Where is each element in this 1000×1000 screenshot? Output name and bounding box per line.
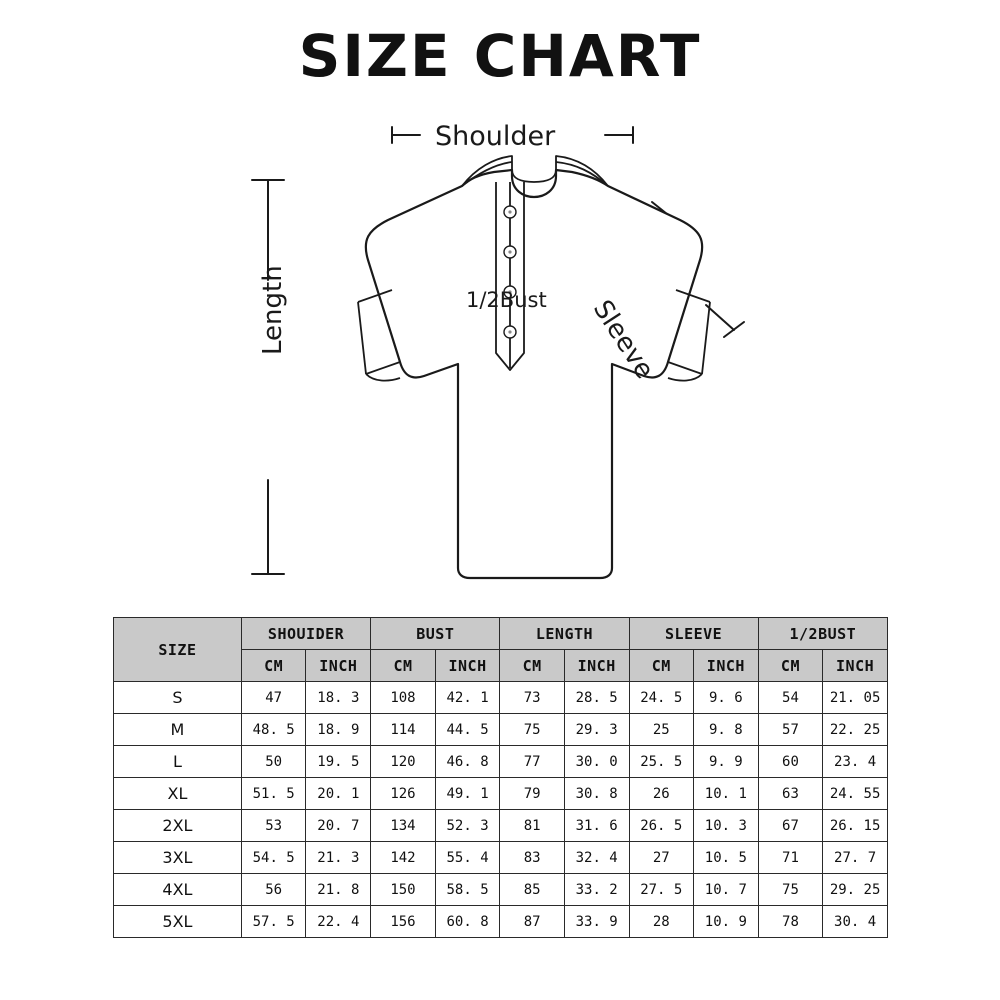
- cell-measure-value: 27. 7: [823, 842, 888, 874]
- cell-measure-value: 21. 05: [823, 682, 888, 714]
- size-table: [113, 617, 888, 938]
- cell-measure-value: 108: [371, 682, 436, 714]
- cell-measure-value: 30. 4: [823, 906, 888, 938]
- cell-measure-value: 47: [241, 682, 306, 714]
- header-half-bust: 1/2BUST: [758, 618, 887, 650]
- cell-size-name: S: [114, 682, 242, 714]
- cell-measure-value: 24. 5: [629, 682, 694, 714]
- cell-measure-value: 73: [500, 682, 564, 714]
- cell-measure-value: 126: [371, 778, 436, 810]
- cell-measure-value: 22. 25: [823, 714, 888, 746]
- cell-measure-value: 52. 3: [435, 810, 500, 842]
- cell-size-name: M: [114, 714, 242, 746]
- table-row: [114, 810, 888, 842]
- table-row: [114, 682, 888, 714]
- cell-measure-value: 78: [758, 906, 823, 938]
- header-shoulder: SHOUIDER: [241, 618, 370, 650]
- table-row: [114, 906, 888, 938]
- cell-measure-value: 31. 6: [564, 810, 629, 842]
- cell-measure-value: 114: [371, 714, 436, 746]
- cell-measure-value: 28: [629, 906, 694, 938]
- cell-measure-value: 25: [629, 714, 694, 746]
- cell-measure-value: 71: [758, 842, 823, 874]
- cell-measure-value: 24. 55: [823, 778, 888, 810]
- cell-measure-value: 23. 4: [823, 746, 888, 778]
- cell-measure-value: 27: [629, 842, 694, 874]
- label-sleeve: Sleeve: [586, 295, 660, 385]
- cell-measure-value: 10. 5: [694, 842, 759, 874]
- cell-measure-value: 63: [758, 778, 823, 810]
- cell-measure-value: 49. 1: [435, 778, 500, 810]
- garment-illustration: [0, 100, 1000, 600]
- cell-measure-value: 18. 3: [306, 682, 371, 714]
- cell-measure-value: 60. 8: [435, 906, 500, 938]
- label-shoulder: Shoulder: [435, 121, 556, 152]
- cell-size-name: XL: [114, 778, 242, 810]
- cell-measure-value: 18. 9: [306, 714, 371, 746]
- cell-measure-value: 10. 7: [694, 874, 759, 906]
- cell-measure-value: 32. 4: [564, 842, 629, 874]
- cell-measure-value: 21. 3: [306, 842, 371, 874]
- cell-measure-value: 55. 4: [435, 842, 500, 874]
- cell-size-name: L: [114, 746, 242, 778]
- cell-measure-value: 75: [758, 874, 823, 906]
- cell-measure-value: 27. 5: [629, 874, 694, 906]
- cell-measure-value: 22. 4: [306, 906, 371, 938]
- header-length: LENGTH: [500, 618, 629, 650]
- cell-measure-value: 48. 5: [241, 714, 306, 746]
- cell-measure-value: 56: [241, 874, 306, 906]
- cell-size-name: 3XL: [114, 842, 242, 874]
- page-title: SIZE CHART: [298, 22, 702, 90]
- cell-size-name: 4XL: [114, 874, 242, 906]
- cell-measure-value: 33. 2: [564, 874, 629, 906]
- cell-measure-value: 30. 0: [564, 746, 629, 778]
- cell-measure-value: 9. 9: [694, 746, 759, 778]
- label-half-bust: 1/2Bust: [466, 288, 547, 312]
- header-size: SIZE: [114, 618, 242, 682]
- cell-measure-value: 58. 5: [435, 874, 500, 906]
- cell-measure-value: 57. 5: [241, 906, 306, 938]
- cell-measure-value: 26: [629, 778, 694, 810]
- cell-measure-value: 9. 8: [694, 714, 759, 746]
- cell-measure-value: 67: [758, 810, 823, 842]
- unit-half-bust-inch: INCH: [823, 650, 888, 682]
- cell-measure-value: 33. 9: [564, 906, 629, 938]
- cell-measure-value: 85: [500, 874, 564, 906]
- cell-measure-value: 53: [241, 810, 306, 842]
- cell-measure-value: 57: [758, 714, 823, 746]
- cell-measure-value: 54: [758, 682, 823, 714]
- cell-measure-value: 54. 5: [241, 842, 306, 874]
- table-row: [114, 746, 888, 778]
- table-row: [114, 714, 888, 746]
- cell-measure-value: 79: [500, 778, 564, 810]
- unit-sleeve-cm: CM: [629, 650, 694, 682]
- cell-measure-value: 30. 8: [564, 778, 629, 810]
- cell-measure-value: 51. 5: [241, 778, 306, 810]
- cell-measure-value: 25. 5: [629, 746, 694, 778]
- shirt-diagram-svg: [0, 100, 1000, 600]
- cell-measure-value: 20. 7: [306, 810, 371, 842]
- cell-measure-value: 81: [500, 810, 564, 842]
- cell-measure-value: 120: [371, 746, 436, 778]
- cell-measure-value: 134: [371, 810, 436, 842]
- cell-measure-value: 26. 15: [823, 810, 888, 842]
- unit-length-inch: INCH: [564, 650, 629, 682]
- cell-size-name: 2XL: [114, 810, 242, 842]
- cell-measure-value: 50: [241, 746, 306, 778]
- cell-measure-value: 9. 6: [694, 682, 759, 714]
- unit-sleeve-inch: INCH: [694, 650, 759, 682]
- size-table-head: [114, 618, 888, 682]
- cell-measure-value: 29. 3: [564, 714, 629, 746]
- cell-measure-value: 10. 3: [694, 810, 759, 842]
- cell-measure-value: 75: [500, 714, 564, 746]
- header-sleeve: SLEEVE: [629, 618, 758, 650]
- size-table-body: [114, 682, 888, 938]
- cell-measure-value: 10. 9: [694, 906, 759, 938]
- cell-measure-value: 10. 1: [694, 778, 759, 810]
- cell-measure-value: 150: [371, 874, 436, 906]
- cell-measure-value: 83: [500, 842, 564, 874]
- cell-measure-value: 20. 1: [306, 778, 371, 810]
- cell-measure-value: 29. 25: [823, 874, 888, 906]
- cell-measure-value: 46. 8: [435, 746, 500, 778]
- size-table-wrapper: [113, 617, 888, 938]
- cell-measure-value: 60: [758, 746, 823, 778]
- cell-measure-value: 42. 1: [435, 682, 500, 714]
- table-row: [114, 778, 888, 810]
- cell-measure-value: 28. 5: [564, 682, 629, 714]
- cell-measure-value: 44. 5: [435, 714, 500, 746]
- group-header-row: [114, 618, 888, 650]
- unit-bust-cm: CM: [371, 650, 436, 682]
- label-length: Length: [258, 265, 288, 355]
- unit-bust-inch: INCH: [435, 650, 500, 682]
- cell-measure-value: 156: [371, 906, 436, 938]
- cell-measure-value: 77: [500, 746, 564, 778]
- unit-shoulder-inch: INCH: [306, 650, 371, 682]
- unit-half-bust-cm: CM: [758, 650, 823, 682]
- cell-measure-value: 87: [500, 906, 564, 938]
- table-row: [114, 842, 888, 874]
- cell-measure-value: 26. 5: [629, 810, 694, 842]
- header-bust: BUST: [371, 618, 500, 650]
- unit-shoulder-cm: CM: [241, 650, 306, 682]
- cell-measure-value: 142: [371, 842, 436, 874]
- cell-measure-value: 21. 8: [306, 874, 371, 906]
- table-row: [114, 874, 888, 906]
- unit-length-cm: CM: [500, 650, 564, 682]
- cell-measure-value: 19. 5: [306, 746, 371, 778]
- cell-size-name: 5XL: [114, 906, 242, 938]
